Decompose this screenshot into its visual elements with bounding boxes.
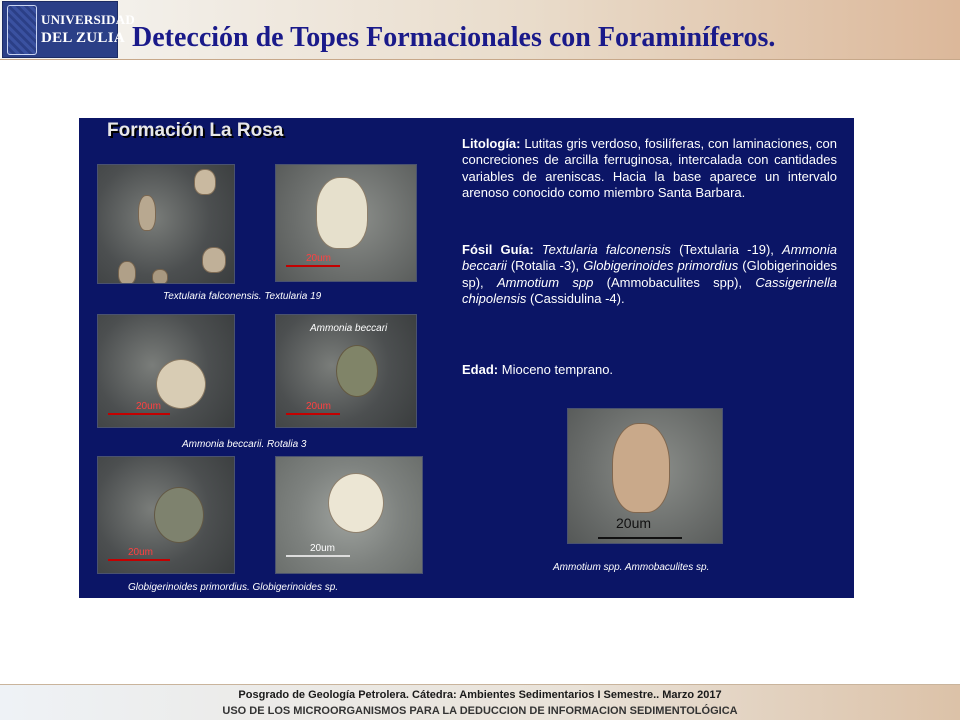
university-seal-icon [7, 5, 37, 55]
litologia-label: Litología: [462, 136, 521, 151]
fosil-ref-2: (Rotalia -3), [510, 258, 580, 274]
scale-label: 20um [306, 401, 332, 412]
logo-line-1: UNIVERSIDAD [41, 12, 135, 27]
litologia-text: Lutitas gris verdoso, fosilíferas, con laminaciones, con concreciones de arcilla ferruginosa, intercalada con cantidades variables de areniscas. Hacia la base aparece un intervalo arenoso conocido como miembro Santa Barbara. [462, 136, 837, 200]
header-bar [0, 0, 960, 60]
fosil-species-1: Textularia falconensis [541, 242, 671, 257]
scale-label: 20um [128, 547, 154, 558]
scale-bar [598, 537, 682, 539]
photo-ammonia-left [97, 314, 235, 428]
scale-label: 20um [310, 543, 336, 554]
scale-bar [108, 413, 170, 415]
edad-label: Edad: [462, 362, 499, 377]
fosil-guia-label: Fósil Guía: [462, 242, 534, 257]
grain [138, 195, 156, 231]
fosil-species-3: Globigerinoides primordius [583, 258, 739, 274]
edad-text: Mioceno temprano. [501, 362, 614, 377]
grain [328, 473, 384, 533]
grain [336, 345, 378, 397]
photo-globigerinoides-right [275, 456, 423, 574]
litologia-paragraph [462, 136, 837, 201]
photo-textularia-field [97, 164, 235, 284]
grain [118, 261, 136, 284]
caption-globigerinoides: Globigerinoides primordius. Globigerinoides sp. [128, 582, 339, 593]
photo-globigerinoides-left [97, 456, 235, 574]
scale-bar [286, 265, 340, 267]
grain [156, 359, 206, 409]
photo-textularia-closeup [275, 164, 417, 282]
fosil-ref-4: (Ammobaculites spp), [606, 274, 743, 290]
grain [202, 247, 226, 273]
caption-textularia: Textularia falconensis. Textularia 19 [163, 291, 322, 302]
ammonia-label: Ammonia beccari [310, 323, 388, 334]
formation-panel [79, 118, 854, 598]
scale-bar [108, 559, 170, 561]
footer-line-1: Posgrado de Geología Petrolera. Cátedra: Ambientes Sedimentarios I Semestre.. Marzo 2017 [238, 689, 722, 701]
scale-label: 20um [306, 253, 332, 264]
grain [194, 169, 216, 195]
grain [316, 177, 368, 249]
panel-title: Formación La Rosa [107, 120, 284, 141]
scale-bar [286, 555, 350, 557]
fosil-ref-5: (Cassidulina -4). [529, 290, 625, 306]
photo-ammonia-right [275, 314, 417, 428]
footer-bar [0, 684, 960, 720]
scale-bar [286, 413, 340, 415]
caption-ammotium: Ammotium spp. Ammobaculites sp. [553, 562, 710, 573]
edad-paragraph [462, 362, 837, 378]
grain [154, 487, 204, 543]
caption-ammonia: Ammonia beccarii. Rotalia 3 [182, 439, 307, 450]
university-logo [2, 1, 135, 58]
photo-ammotium [567, 408, 723, 544]
fosil-species-2: Ammonia beccarii [462, 242, 837, 274]
fosil-ref-1: (Textularia -19), [679, 242, 774, 257]
fosil-species-4: Ammotium spp [496, 274, 594, 290]
scale-label: 20um [136, 401, 162, 412]
footer-line-2: USO DE LOS MICROORGANISMOS PARA LA DEDUCCION DE INFORMACION SEDIMENTOLÓGICA [222, 705, 738, 717]
fosil-species-5: Cassigerinella chipolensis [462, 274, 837, 306]
logo-line-2: DEL ZULIA [41, 30, 125, 46]
slide-title: Detección de Topes Formacionales con Foraminíferos. [132, 22, 776, 53]
fosil-guia-paragraph [462, 242, 837, 307]
grain [612, 423, 670, 513]
grain [152, 269, 168, 284]
fosil-ref-3: (Globigerinoides sp), [462, 258, 837, 290]
scale-label: 20um [616, 515, 652, 531]
